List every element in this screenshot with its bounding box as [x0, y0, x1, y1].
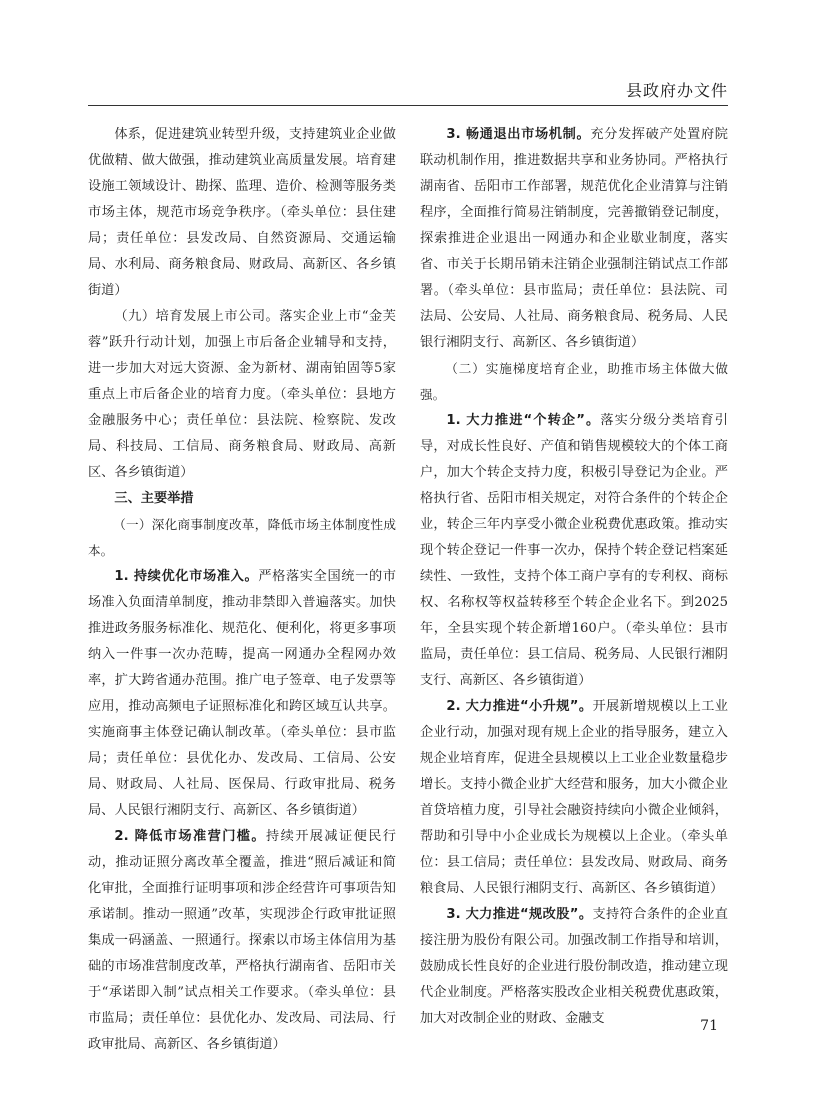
paragraph: 2. 降低市场准营门槛。持续开展减证便民行动，推动证照分离改革全覆盖，推进“照后减证和简化审批，全面推行证明事项和涉企经营许可事项告知承诺制。推动一照通”改革，实现涉企行政审批证照集成一码涵盖、一照通行。探索以市场主体信用为基础的市场准营制度改革，严格执行湖南省、岳阳市关于“承诺即入制”试点相关工作要求。（牵头单位：县市监局；责任单位：县优化办、发改局、司法局、行政审批局、高新区、各乡镇街道）	[88, 829, 396, 1052]
right-column	[420, 122, 728, 1032]
header-title: 县政府办文件	[625, 81, 728, 100]
paragraph: 3. 畅通退出市场机制。充分发挥破产处置府院联动机制作用，推进数据共享和业务协同。严格执行湖南省、岳阳市工作部署，规范优化企业清算与注销程序，全面推行简易注销制度，完善撤销登记制度，探索推进企业退出一网通办和企业歇业制度，落实省、市关于长期吊销未注销企业强制注销试点工作部署。（牵头单位：县市监局；责任单位：县法院、司法局、公安局、人社局、商务粮食局、税务局、人民银行湘阴支行、高新区、各乡镇街道）	[420, 127, 728, 350]
subsection-heading: （二）实施梯度培育企业，助推市场主体做大做强。	[420, 361, 728, 402]
page-number: 71	[700, 1018, 718, 1034]
subsection-heading: （一）深化商事制度改革，降低市场主体制度性成本。	[88, 517, 396, 558]
paragraph: 3. 大力推进“规改股”。支持符合条件的企业直接注册为股份有限公司。加强改制工作指导和培训，鼓励成长性良好的企业进行股份制改造，推动建立现代企业制度。严格落实股改企业相关税费优惠政策，加大对改制企业的财政、金融支	[420, 907, 728, 1026]
section-heading: 三、主要举措	[114, 491, 194, 506]
paragraph: 体系，促进建筑业转型升级，支持建筑业企业做优做精、做大做强，推动建筑业高质量发展。培育建设施工领域设计、勘探、监理、造价、检测等服务类市场主体，规范市场竞争秩序。（牵头单位：县住建局；责任单位：县发改局、自然资源局、交通运输局、水利局、商务粮食局、财政局、高新区、各乡镇街道）	[88, 127, 396, 298]
left-column	[88, 122, 396, 1058]
paragraph: 1. 持续优化市场准入。严格落实全国统一的市场准入负面清单制度，推动非禁即入普遍落实。加快推进政务服务标准化、规范化、便利化，将更多事项纳入一件事一次办范畴，提高一网通办全程网办效率，扩大跨省通办范围。推广电子签章、电子发票等应用，推动高频电子证照标准化和跨区域互认共享。实施商事主体登记确认制改革。（牵头单位：县市监局；责任单位：县优化办、发改局、工信局、公安局、财政局、人社局、医保局、行政审批局、税务局、人民银行湘阴支行、高新区、各乡镇街道）	[88, 569, 396, 818]
header-rule	[88, 105, 728, 106]
paragraph: 1. 大力推进“个转企”。落实分级分类培育引导，对成长性良好、产值和销售规模较大的个体工商户，加大个转企支持力度，积极引导登记为企业。严格执行省、岳阳市相关规定，对符合条件的个转企企业，转企三年内享受小微企业税费优惠政策。推动实现个转企登记一件事一次办，保持个转企登记档案延续性、一致性，支持个体工商户享有的专利权、商标权、名称权等权益转移至个转企企业名下。到2025年，全县实现个转企新增160户。（牵头单位：县市监局，责任单位：县工信局、税务局、人民银行湘阴支行、高新区、各乡镇街道）	[420, 413, 728, 688]
paragraph: 2. 大力推进“小升规”。开展新增规模以上工业企业行动，加强对现有规上企业的指导服务，建立入规企业培育库，促进全县规模以上工业企业数量稳步增长。支持小微企业扩大经营和服务，加大小微企业首贷培植力度，引导社会融资持续向小微企业倾斜，帮助和引导中小企业成长为规模以上企业。（牵头单位：县工信局；责任单位：县发改局、财政局、商务粮食局、人民银行湘阴支行、高新区、各乡镇街道）	[420, 699, 728, 896]
paragraph: （九）培育发展上市公司。落实企业上市“金芙蓉”跃升行动计划，加强上市后备企业辅导和支持，进一步加大对远大资源、金为新材、湖南铂固等5家重点上市后备企业的培育力度。（牵头单位：县地方金融服务中心；责任单位：县法院、检察院、发改局、科技局、工信局、商务粮食局、财政局、高新区、各乡镇街道）	[88, 309, 396, 480]
